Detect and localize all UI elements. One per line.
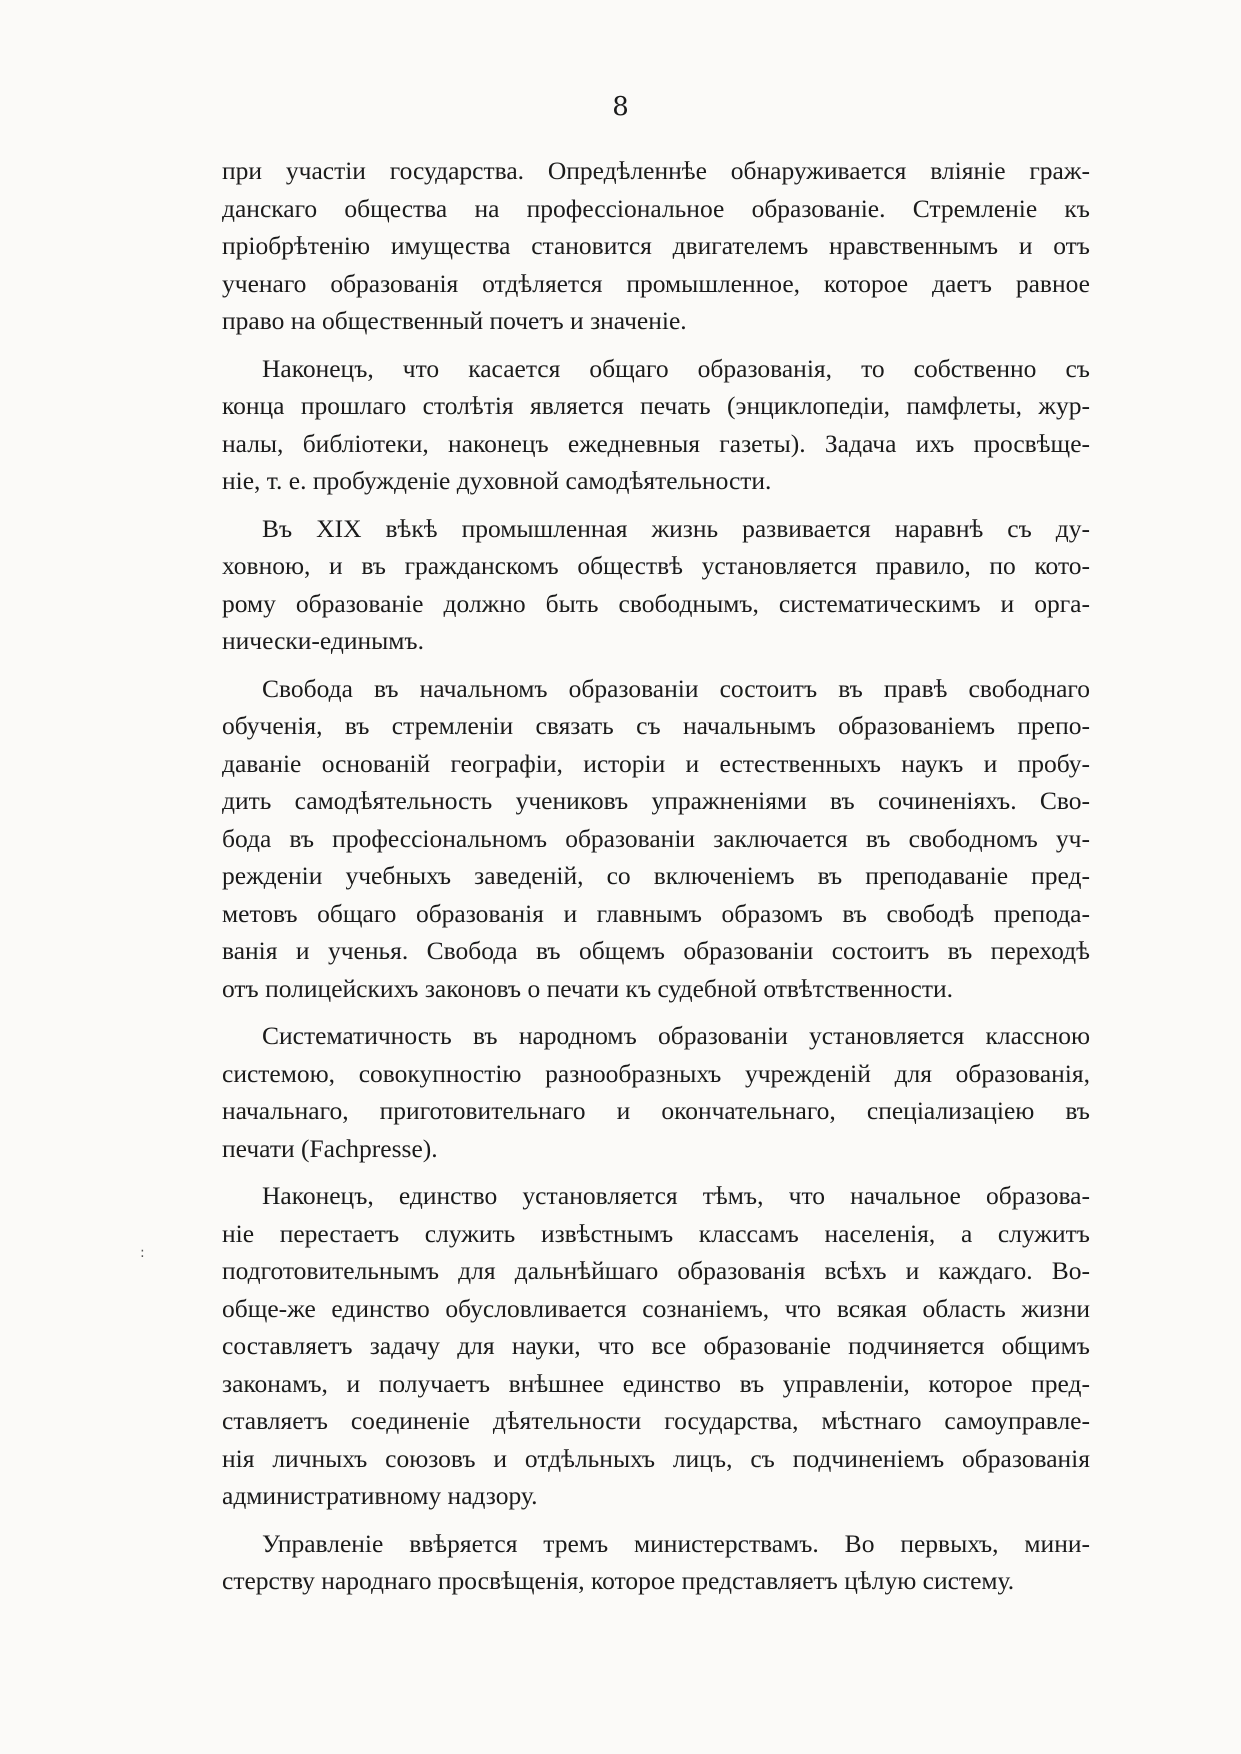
text-line: ставляетъ соединеніе дѣятельности государства, мѣстнаго самоуправле- (222, 1406, 1090, 1435)
text-line: печати (Fachpresse). (222, 1133, 438, 1163)
text-line: стерству народнаго просвѣщенія, которое представляетъ цѣлую систему. (222, 1566, 1015, 1595)
text-line: нически-единымъ. (222, 626, 424, 655)
text-line: Наконецъ, единство установляется тѣмъ, что начальное образова- (262, 1181, 1090, 1210)
paragraph (222, 152, 1090, 340)
paragraph (222, 1177, 1090, 1515)
text-line: бода въ профессіональномъ образованіи заключается въ свободномъ уч- (222, 823, 1090, 853)
text-line: Систематичность въ народномъ образованіи установляется классною (262, 1021, 1090, 1050)
text-line: административному надзору. (222, 1481, 538, 1510)
text-line: дить самодѣятельность учениковъ упражненіями въ сочиненіяхъ. Сво- (222, 786, 1090, 815)
paragraph (222, 510, 1090, 660)
text-line: Въ XIX вѣкѣ промышленная жизнь развивается наравнѣ съ ду- (262, 513, 1090, 543)
text-line: системою, совокупностію разнообразныхъ учрежденій для образованія, (222, 1058, 1090, 1088)
text-line: конца прошлаго столѣтія является печать (энциклопедіи, памфлеты, жур- (222, 391, 1090, 420)
text-line: даваніе основаній географіи, исторіи и естественныхъ наукъ и пробу- (222, 748, 1090, 778)
text-line: при участіи государства. Опредѣленнѣе обнаруживается вліяніе граж- (222, 156, 1090, 185)
body-text (222, 152, 1090, 1600)
paragraph (222, 1017, 1090, 1167)
text-line: право на общественный почетъ и значеніе. (222, 306, 687, 335)
margin-mark: : (140, 1245, 145, 1261)
text-line: законамъ, и получаетъ внѣшнее единство въ управленіи, которое пред- (222, 1368, 1090, 1398)
text-line: отъ полицейскихъ законовъ о печати къ судебной отвѣтственности. (222, 973, 954, 1003)
text-line: Управленіе ввѣряется тремъ министерствамъ. Во первыхъ, мини- (262, 1528, 1090, 1558)
text-line: подготовительнымъ для дальнѣйшаго образованія всѣхъ и каждаго. Во- (222, 1256, 1090, 1285)
text-line: обще-же единство обусловливается сознаніемъ, что всякая область жизни (222, 1293, 1090, 1323)
text-line: ховною, и въ гражданскомъ обществѣ установляется правило, по кото- (222, 551, 1090, 580)
text-line: составляетъ задачу для науки, что все образованіе подчиняется общимъ (222, 1331, 1090, 1360)
text-line: режденіи учебныхъ заведеній, со включеніемъ въ преподаваніе пред- (222, 861, 1090, 890)
text-line: нія личныхъ союзовъ и отдѣльныхъ лицъ, съ подчиненіемъ образованія (222, 1443, 1090, 1473)
text-line: данскаго общества на профессіональное образованіе. Стремленіе къ (222, 193, 1090, 223)
text-line: рому образованіе должно быть свободнымъ, систематическимъ и орга- (222, 588, 1090, 618)
text-line: Свобода въ начальномъ образованіи состоитъ въ правѣ свободнаго (262, 673, 1090, 703)
text-line: ванія и ученья. Свобода въ общемъ образованіи состоитъ въ переходѣ (222, 936, 1090, 965)
text-line: ученаго образованія отдѣляется промышленное, которое даетъ равное (222, 268, 1090, 298)
paragraph (222, 1525, 1090, 1600)
text-line: пріобрѣтенію имущества становится двигателемъ нравственнымъ и отъ (222, 231, 1090, 260)
text-line: начальнаго, приготовительнаго и окончательнаго, спеціализаціею въ (222, 1096, 1090, 1125)
page-number: 8 (612, 92, 629, 122)
text-line: обученія, въ стремленіи связать съ начальнымъ образованіемъ препо- (222, 711, 1090, 740)
text-line: Наконецъ, что касается общаго образованія, то собственно съ (262, 353, 1090, 383)
paragraph (222, 350, 1090, 500)
paragraph (222, 670, 1090, 1008)
text-line: ніе, т. е. пробужденіе духовной самодѣятельности. (222, 466, 772, 495)
text-line: метовъ общаго образованія и главнымъ образомъ въ свободѣ препода- (222, 898, 1090, 928)
text-line: налы, библіотеки, наконецъ ежедневныя газеты). Задача ихъ просвѣще- (222, 428, 1090, 458)
text-line: ніе перестаетъ служить извѣстнымъ классамъ населенія, а служитъ (222, 1218, 1090, 1248)
